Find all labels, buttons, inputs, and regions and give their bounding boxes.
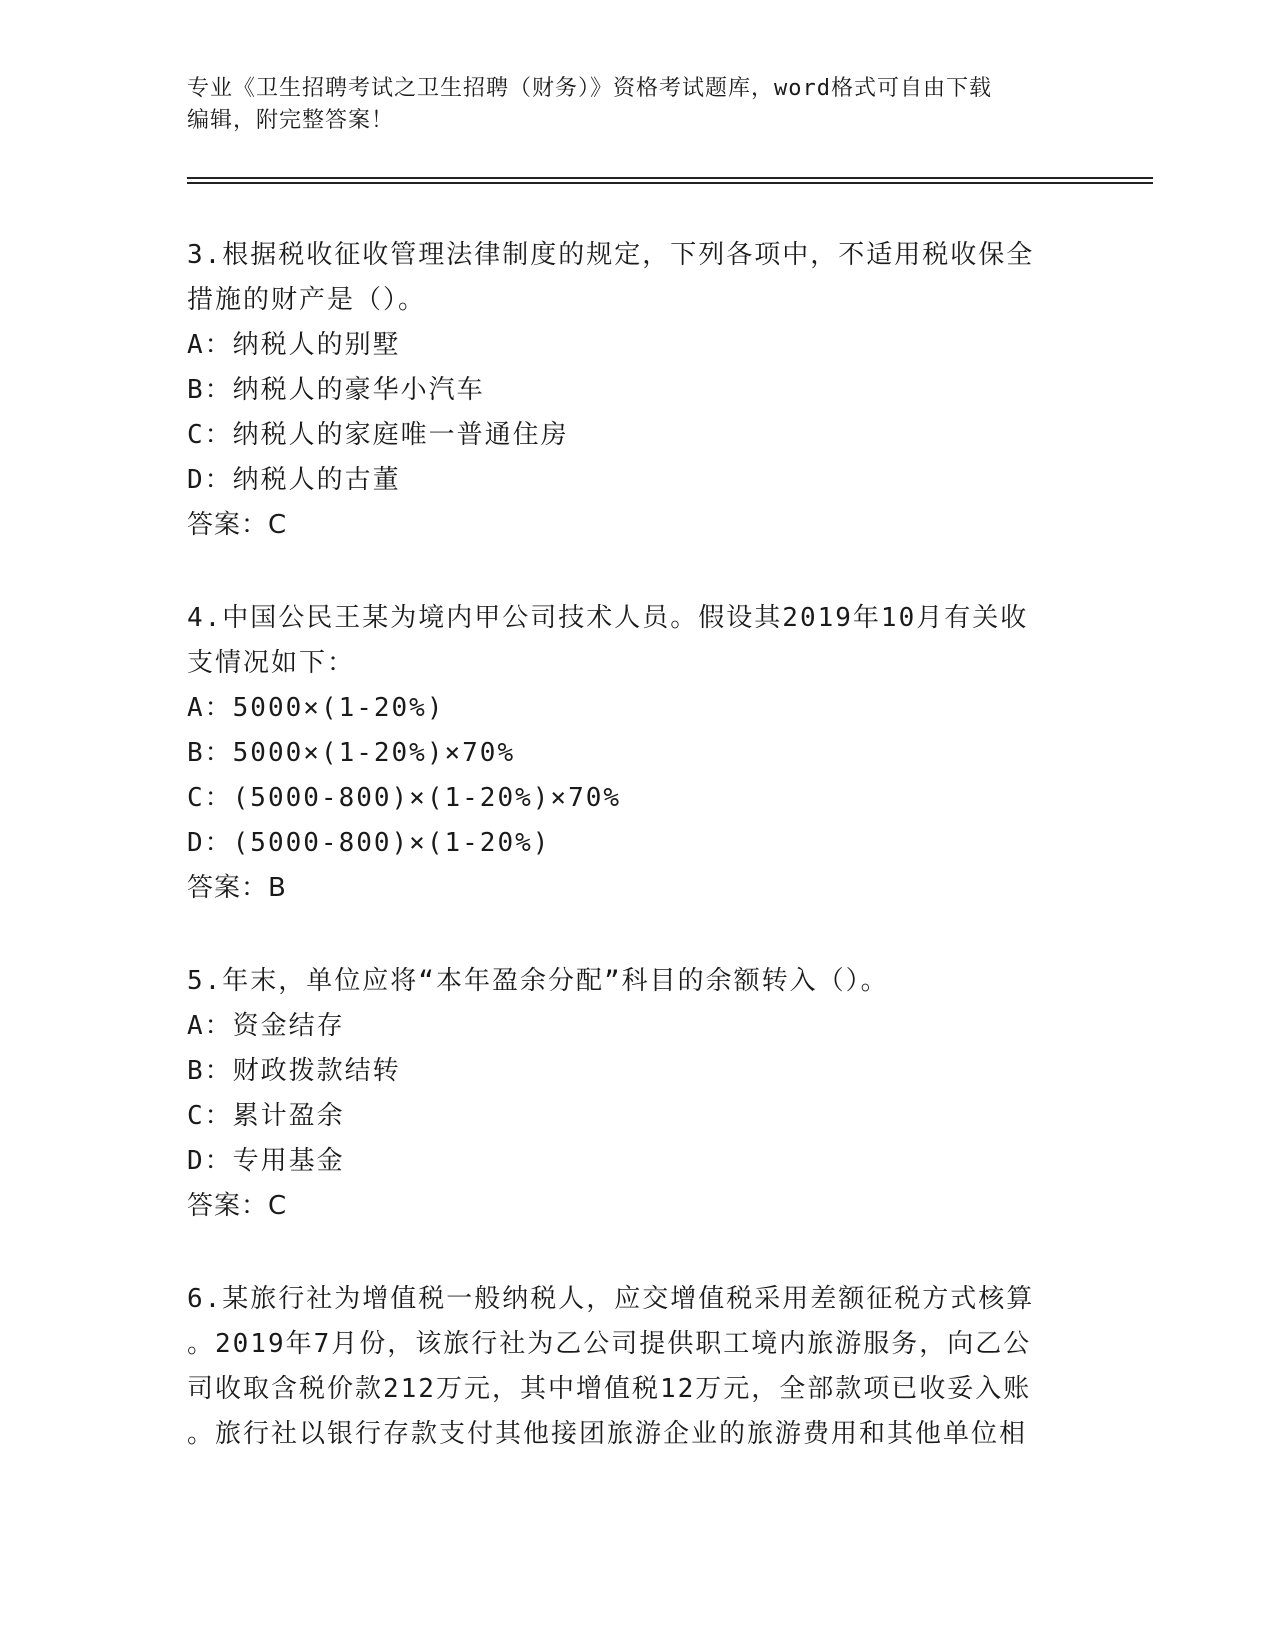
option-d: D：专用基金: [187, 1146, 345, 1176]
question-6: [187, 1277, 1087, 1457]
option-a: A：5000×(1-20%): [187, 693, 445, 723]
question-list: [187, 233, 1087, 1457]
option-a: A：资金结存: [187, 1011, 345, 1041]
option-a: A：纳税人的别墅: [187, 330, 401, 360]
document-header: [187, 73, 1087, 137]
answer: 答案：B: [187, 873, 287, 903]
option-d: D：纳税人的古董: [187, 465, 401, 495]
option-b: B：纳税人的豪华小汽车: [187, 375, 485, 405]
question-spacer: [187, 548, 1087, 596]
option-c: C：纳税人的家庭唯一普通住房: [187, 420, 569, 450]
question-stem-line: 3.根据税收征收管理法律制度的规定，下列各项中，不适用税收保全: [187, 240, 1035, 270]
header-divider-bottom: [187, 182, 1153, 184]
header-line-1: 专业《卫生招聘考试之卫生招聘（财务）》资格考试题库，word格式可自由下载: [187, 76, 992, 101]
question-stem-line: 。2019年7月份，该旅行社为乙公司提供职工境内旅游服务，向乙公: [187, 1329, 1032, 1359]
question-spacer: [187, 911, 1087, 959]
option-c: C：累计盈余: [187, 1101, 345, 1131]
question-stem-line: 支情况如下：: [187, 648, 356, 678]
option-b: B：财政拨款结转: [187, 1056, 401, 1086]
question-3: [187, 233, 1087, 548]
question-stem-line: 。旅行社以银行存款支付其他接团旅游企业的旅游费用和其他单位相: [187, 1419, 1028, 1449]
question-stem-line: 司收取含税价款212万元，其中增值税12万元，全部款项已收妥入账: [187, 1374, 1032, 1404]
question-5: [187, 959, 1087, 1229]
question-stem-line: 5.年末，单位应将“本年盈余分配”科目的余额转入（）。: [187, 966, 889, 996]
header-line-2: 编辑，附完整答案！: [187, 108, 395, 133]
question-spacer: [187, 1229, 1087, 1277]
question-stem-line: 6.某旅行社为增值税一般纳税人，应交增值税采用差额征税方式核算: [187, 1284, 1035, 1314]
header-divider-top: [187, 177, 1153, 179]
option-d: D：(5000-800)×(1-20%): [187, 828, 551, 858]
question-stem-line: 4.中国公民王某为境内甲公司技术人员。假设其2019年10月有关收: [187, 603, 1029, 633]
question-4: [187, 596, 1087, 911]
answer: 答案：C: [187, 510, 288, 540]
answer: 答案：C: [187, 1191, 288, 1221]
option-c: C：(5000-800)×(1-20%)×70%: [187, 783, 622, 813]
question-stem-line: 措施的财产是（）。: [187, 285, 427, 315]
option-b: B：5000×(1-20%)×70%: [187, 738, 516, 768]
